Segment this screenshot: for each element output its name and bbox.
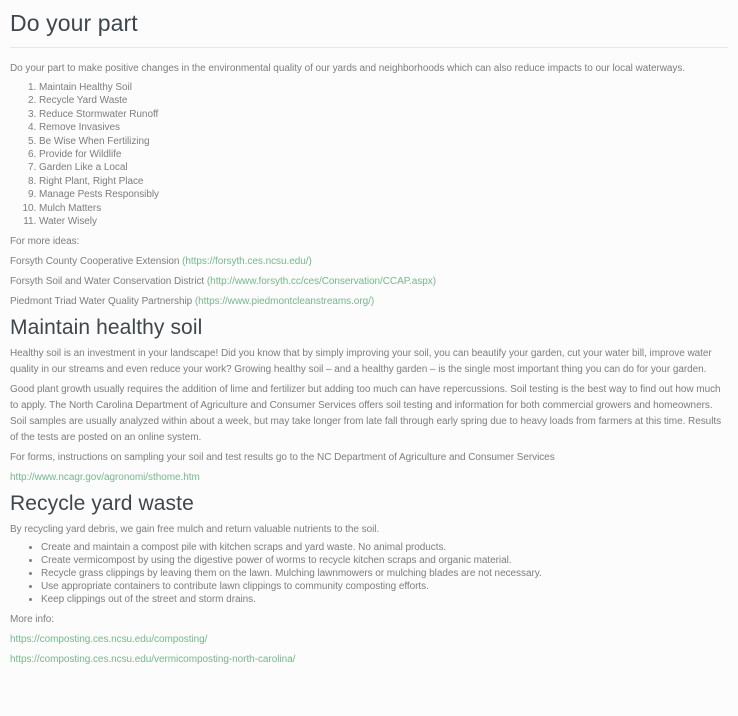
yard-waste-lead: By recycling yard debris, we gain free mulch and return valuable nutrients to the soil.: [10, 524, 380, 536]
resource-name: Piedmont Triad Water Quality Partnership: [10, 296, 193, 308]
section-heading-yard-waste: Recycle yard waste: [10, 492, 194, 516]
soil-paragraph-1: Healthy soil is an investment in your landscape! Did you know that by simply improving your soil, you can beautify your garden, cut your water bill, improve water quality in our streams and even reduce your work? Growing healthy soil – and a healthy garden – is the single most important thing you can do for your garden.: [10, 348, 712, 376]
composting-link[interactable]: https://composting.ces.ncsu.edu/composting/: [10, 634, 208, 646]
resource-name: Forsyth County Cooperative Extension: [10, 256, 180, 268]
tip-item-water-wisely: 11. Water Wisely: [39, 215, 728, 228]
title-divider: [10, 47, 728, 48]
resource-line-forsyth-conservation: [10, 274, 728, 290]
soil-paragraph-2: Good plant growth usually requires the addition of lime and fertilizer but adding too much can have repercussions. Soil testing is the best way to find out how much to apply. The North Carolina Department of Agriculture and Consumer Services offers soil testing and information for both commercial growers and homeowners. Soil samples are usually analyzed within about a week, but may take longer from late fall through early spring due to heavy loads from farmers at this time. Results of the tests are posted on an online system.: [10, 384, 722, 444]
tip-item-garden-like-a-local: 7. Garden Like a Local: [39, 161, 728, 174]
resource-link-piedmont-triad[interactable]: (https://www.piedmontcleanstreams.org/): [194, 296, 375, 308]
section-heading-soil: Maintain healthy soil: [10, 316, 203, 340]
vermicomposting-link[interactable]: https://composting.ces.ncsu.edu/vermicomposting-north-carolina/: [10, 654, 296, 666]
bullet-grass-clippings: • Recycle grass clippings by leaving them on the lawn. Mulching lawnmowers or mulching blades are not necessary.: [41, 568, 728, 581]
tips-list: [10, 81, 728, 228]
resource-line-piedmont-triad: [10, 294, 728, 310]
bullet-compost-pile: • Create and maintain a compost pile with kitchen scraps and yard waste. No animal products.: [41, 542, 728, 555]
more-ideas-label: For more ideas:: [10, 236, 80, 248]
ncagr-soil-testing-link[interactable]: http://www.ncagr.gov/agronomi/sthome.htm: [10, 472, 200, 484]
tip-item-maintain-healthy-soil: 1. Maintain Healthy Soil: [39, 81, 728, 94]
tip-item-right-plant-right-place: 8. Right Plant, Right Place: [39, 175, 728, 188]
vermicomposting-link-line: [10, 652, 728, 668]
tip-item-remove-invasives: 4. Remove Invasives: [39, 121, 728, 134]
page-content: [0, 9, 738, 668]
bullet-community-composting: • Use appropriate containers to contribute lawn clippings to community composting efforts.: [41, 581, 728, 594]
tip-item-provide-for-wildlife: 6. Provide for Wildlife: [39, 148, 728, 161]
tip-item-manage-pests-responsibly: 9. Manage Pests Responsibly: [39, 188, 728, 201]
tip-item-be-wise-when-fertilizing: 5. Be Wise When Fertilizing: [39, 135, 728, 148]
tip-item-mulch-matters: 10. Mulch Matters: [39, 202, 728, 215]
tip-item-recycle-yard-waste: 2. Recycle Yard Waste: [39, 94, 728, 107]
section-recycle-yard-waste: [10, 490, 728, 668]
more-info-label: More info:: [10, 614, 54, 626]
resource-line-forsyth-extension: [10, 254, 728, 270]
resource-link-forsyth-extension[interactable]: (https://forsyth.ces.ncsu.edu/): [182, 256, 312, 268]
resource-name: Forsyth Soil and Water Conservation District: [10, 276, 205, 288]
section-maintain-healthy-soil: [10, 314, 728, 486]
bullet-storm-drains: • Keep clippings out of the street and storm drains.: [41, 594, 728, 607]
tip-item-reduce-stormwater-runoff: 3. Reduce Stormwater Runoff: [39, 108, 728, 121]
resource-link-forsyth-conservation[interactable]: (http://www.forsyth.cc/ces/Conservation/CCAP.aspx): [206, 276, 436, 288]
soil-paragraph-3: For forms, instructions on sampling your soil and test results go to the NC Department of Agriculture and Consumer Services: [10, 452, 555, 464]
page-title: Do your part: [10, 10, 138, 36]
soil-link-line: [10, 470, 728, 486]
bullet-vermicompost: • Create vermicompost by using the digestive power of worms to recycle kitchen scraps and organic material.: [41, 555, 728, 568]
yard-waste-bullet-list: [10, 542, 728, 606]
intro-paragraph: Do your part to make positive changes in the environmental quality of our yards and neighborhoods which can also reduce impacts to our local waterways.: [10, 63, 686, 74]
composting-link-line: [10, 632, 728, 648]
